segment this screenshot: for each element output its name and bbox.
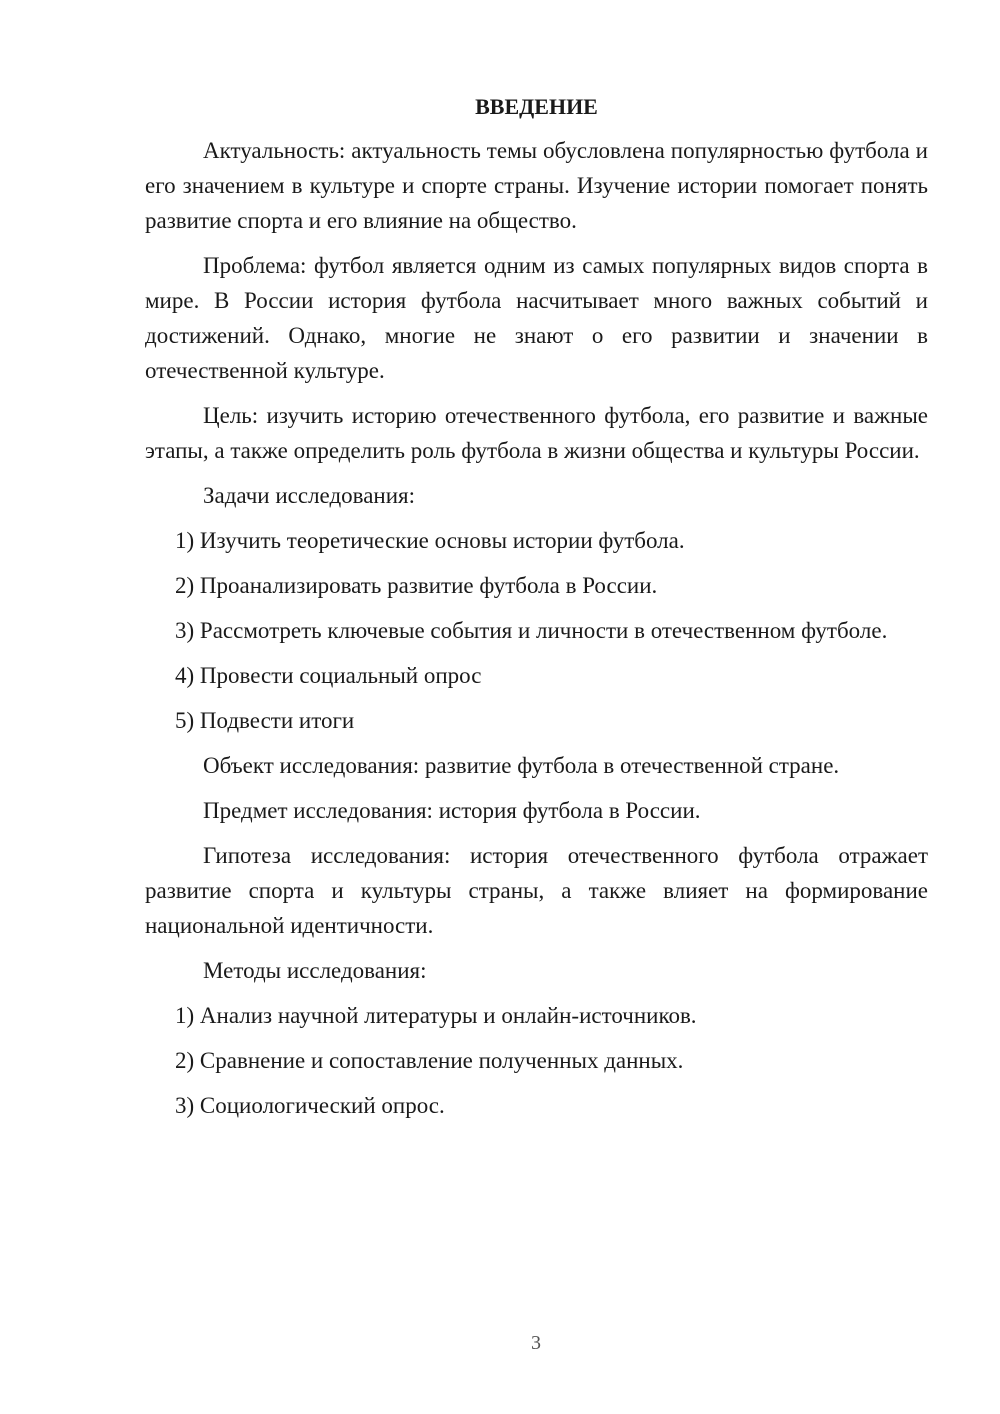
- page-number: 3: [531, 1332, 541, 1354]
- section-title: ВВЕДЕНИЕ: [475, 94, 598, 119]
- goal-paragraph: Цель: изучить историю отечественного футбола, его развитие и важные этапы, а также определить роль футбола в жизни общества и культуры России.: [145, 403, 928, 463]
- tasks-heading: Задачи исследования:: [203, 483, 416, 508]
- task-item: 2) Проанализировать развитие футбола в России.: [175, 573, 658, 598]
- task-item: 5) Подвести итоги: [175, 708, 355, 733]
- subject-paragraph: Предмет исследования: история футбола в России.: [203, 798, 701, 823]
- method-item: 2) Сравнение и сопоставление полученных данных.: [175, 1048, 684, 1073]
- task-item: 1) Изучить теоретические основы истории футбола.: [175, 528, 685, 553]
- relevance-paragraph: Актуальность: актуальность темы обусловлена популярностью футбола и его значением в культуре и спорте страны. Изучение истории помогает понять развитие спорта и его влияние на общество.: [145, 138, 928, 233]
- method-item: 3) Социологический опрос.: [175, 1093, 445, 1118]
- document-page: [145, 92, 928, 1133]
- hypothesis-paragraph: Гипотеза исследования: история отечественного футбола отражает развитие спорта и культуры страны, а также влияет на формирование национальной идентичности.: [145, 843, 928, 938]
- methods-heading: Методы исследования:: [203, 958, 427, 983]
- method-item: 1) Анализ научной литературы и онлайн-источников.: [175, 1003, 697, 1028]
- task-item: 4) Провести социальный опрос: [175, 663, 482, 688]
- object-paragraph: Объект исследования: развитие футбола в отечественной стране.: [203, 753, 840, 778]
- task-item: 3) Рассмотреть ключевые события и личности в отечественном футболе.: [175, 618, 888, 643]
- problem-paragraph: Проблема: футбол является одним из самых популярных видов спорта в мире. В России история футбола насчитывает много важных событий и достижений. Однако, многие не знают о его развитии и значении в отечественной культуре.: [145, 253, 928, 383]
